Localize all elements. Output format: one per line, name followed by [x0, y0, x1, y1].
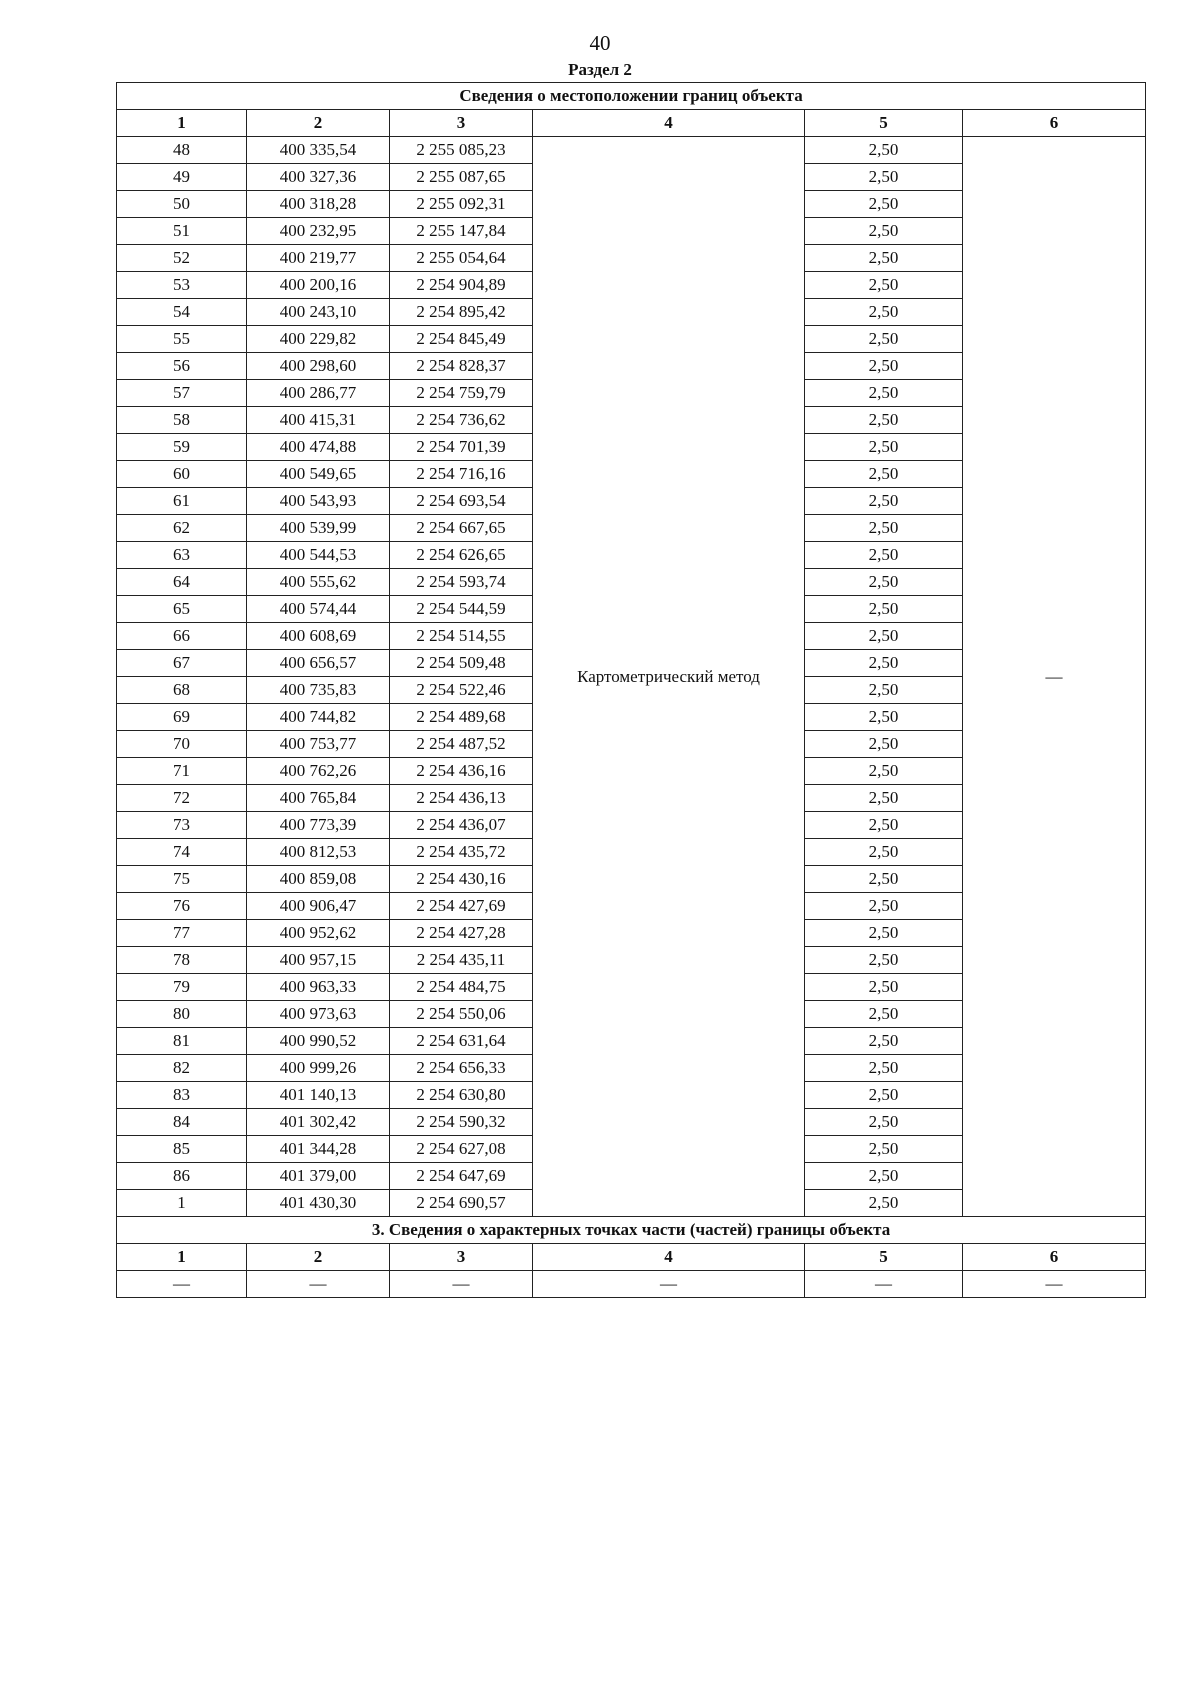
method-cell: Картометрический метод [533, 137, 805, 1217]
page-number: 40 [589, 31, 611, 55]
point-number-cell: 53 [117, 272, 247, 299]
accuracy-cell: 2,50 [805, 1190, 963, 1217]
point-number-cell: 64 [117, 569, 247, 596]
y-coordinate-cell: 2 254 627,08 [390, 1136, 533, 1163]
point-number-cell: 50 [117, 191, 247, 218]
table-caption: Сведения о местоположении границ объекта [117, 83, 1146, 110]
part-empty-cell-6: — [963, 1271, 1146, 1298]
y-coordinate-cell: 2 254 667,65 [390, 515, 533, 542]
point-number-cell: 57 [117, 380, 247, 407]
x-coordinate-cell: 401 344,28 [247, 1136, 390, 1163]
part-column-header-2: 2 [247, 1244, 390, 1271]
point-number-cell: 66 [117, 623, 247, 650]
x-coordinate-cell: 401 379,00 [247, 1163, 390, 1190]
x-coordinate-cell: 401 302,42 [247, 1109, 390, 1136]
accuracy-cell: 2,50 [805, 731, 963, 758]
point-number-cell: 82 [117, 1055, 247, 1082]
x-coordinate-cell: 400 327,36 [247, 164, 390, 191]
accuracy-cell: 2,50 [805, 488, 963, 515]
y-coordinate-cell: 2 254 550,06 [390, 1001, 533, 1028]
y-coordinate-cell: 2 254 828,37 [390, 353, 533, 380]
y-coordinate-cell: 2 255 147,84 [390, 218, 533, 245]
y-coordinate-cell: 2 254 487,52 [390, 731, 533, 758]
y-coordinate-cell: 2 254 593,74 [390, 569, 533, 596]
accuracy-cell: 2,50 [805, 893, 963, 920]
x-coordinate-cell: 400 298,60 [247, 353, 390, 380]
x-coordinate-cell: 400 335,54 [247, 137, 390, 164]
x-coordinate-cell: 401 140,13 [247, 1082, 390, 1109]
accuracy-cell: 2,50 [805, 542, 963, 569]
y-coordinate-cell: 2 254 626,65 [390, 542, 533, 569]
point-number-cell: 49 [117, 164, 247, 191]
point-number-cell: 76 [117, 893, 247, 920]
y-coordinate-cell: 2 254 701,39 [390, 434, 533, 461]
part-column-header-row [117, 1244, 1146, 1271]
column-header-1: 1 [117, 110, 247, 137]
y-coordinate-cell: 2 254 631,64 [390, 1028, 533, 1055]
y-coordinate-cell: 2 254 895,42 [390, 299, 533, 326]
part-empty-cell-1: — [117, 1271, 247, 1298]
y-coordinate-cell: 2 254 904,89 [390, 272, 533, 299]
accuracy-cell: 2,50 [805, 515, 963, 542]
point-number-cell: 77 [117, 920, 247, 947]
accuracy-cell: 2,50 [805, 164, 963, 191]
part-section-caption: 3. Сведения о характерных точках части (частей) границы объекта [117, 1217, 1146, 1244]
accuracy-cell: 2,50 [805, 1136, 963, 1163]
x-coordinate-cell: 400 999,26 [247, 1055, 390, 1082]
point-number-cell: 1 [117, 1190, 247, 1217]
part-column-header-4: 4 [533, 1244, 805, 1271]
accuracy-cell: 2,50 [805, 407, 963, 434]
point-number-cell: 67 [117, 650, 247, 677]
y-coordinate-cell: 2 254 716,16 [390, 461, 533, 488]
y-coordinate-cell: 2 254 759,79 [390, 380, 533, 407]
y-coordinate-cell: 2 254 590,32 [390, 1109, 533, 1136]
point-number-cell: 61 [117, 488, 247, 515]
y-coordinate-cell: 2 254 427,28 [390, 920, 533, 947]
accuracy-cell: 2,50 [805, 704, 963, 731]
x-coordinate-cell: 400 762,26 [247, 758, 390, 785]
y-coordinate-cell: 2 254 436,07 [390, 812, 533, 839]
point-number-cell: 62 [117, 515, 247, 542]
x-coordinate-cell: 400 990,52 [247, 1028, 390, 1055]
table-row [117, 137, 1146, 164]
accuracy-cell: 2,50 [805, 1082, 963, 1109]
accuracy-cell: 2,50 [805, 380, 963, 407]
point-number-cell: 75 [117, 866, 247, 893]
y-coordinate-cell: 2 254 656,33 [390, 1055, 533, 1082]
point-number-cell: 51 [117, 218, 247, 245]
x-coordinate-cell: 400 243,10 [247, 299, 390, 326]
y-coordinate-cell: 2 254 514,55 [390, 623, 533, 650]
y-coordinate-cell: 2 254 509,48 [390, 650, 533, 677]
point-number-cell: 80 [117, 1001, 247, 1028]
y-coordinate-cell: 2 254 489,68 [390, 704, 533, 731]
accuracy-cell: 2,50 [805, 218, 963, 245]
point-number-cell: 79 [117, 974, 247, 1001]
x-coordinate-cell: 400 200,16 [247, 272, 390, 299]
point-number-cell: 86 [117, 1163, 247, 1190]
y-coordinate-cell: 2 254 435,11 [390, 947, 533, 974]
y-coordinate-cell: 2 254 484,75 [390, 974, 533, 1001]
accuracy-cell: 2,50 [805, 326, 963, 353]
column-header-6: 6 [963, 110, 1146, 137]
x-coordinate-cell: 400 543,93 [247, 488, 390, 515]
column-header-5: 5 [805, 110, 963, 137]
part-empty-cell-4: — [533, 1271, 805, 1298]
point-number-cell: 83 [117, 1082, 247, 1109]
accuracy-cell: 2,50 [805, 137, 963, 164]
section-title: Раздел 2 [568, 60, 632, 79]
accuracy-cell: 2,50 [805, 596, 963, 623]
x-coordinate-cell: 400 656,57 [247, 650, 390, 677]
x-coordinate-cell: 400 753,77 [247, 731, 390, 758]
point-number-cell: 65 [117, 596, 247, 623]
x-coordinate-cell: 400 318,28 [247, 191, 390, 218]
accuracy-cell: 2,50 [805, 272, 963, 299]
accuracy-cell: 2,50 [805, 299, 963, 326]
x-coordinate-cell: 400 744,82 [247, 704, 390, 731]
point-number-cell: 63 [117, 542, 247, 569]
part-column-header-5: 5 [805, 1244, 963, 1271]
part-section-caption-row [117, 1217, 1146, 1244]
point-number-cell: 74 [117, 839, 247, 866]
y-coordinate-cell: 2 254 647,69 [390, 1163, 533, 1190]
x-coordinate-cell: 400 906,47 [247, 893, 390, 920]
point-number-cell: 78 [117, 947, 247, 974]
x-coordinate-cell: 400 952,62 [247, 920, 390, 947]
accuracy-cell: 2,50 [805, 245, 963, 272]
point-number-cell: 54 [117, 299, 247, 326]
y-coordinate-cell: 2 255 085,23 [390, 137, 533, 164]
accuracy-cell: 2,50 [805, 434, 963, 461]
part-column-header-6: 6 [963, 1244, 1146, 1271]
part-empty-cell-5: — [805, 1271, 963, 1298]
accuracy-cell: 2,50 [805, 758, 963, 785]
table-caption-row [117, 83, 1146, 110]
accuracy-cell: 2,50 [805, 677, 963, 704]
y-coordinate-cell: 2 254 436,13 [390, 785, 533, 812]
x-coordinate-cell: 400 229,82 [247, 326, 390, 353]
point-number-cell: 60 [117, 461, 247, 488]
accuracy-cell: 2,50 [805, 1163, 963, 1190]
part-empty-row [117, 1271, 1146, 1298]
point-number-cell: 70 [117, 731, 247, 758]
boundary-table-body [117, 83, 1146, 1298]
accuracy-cell: 2,50 [805, 1001, 963, 1028]
part-column-header-1: 1 [117, 1244, 247, 1271]
accuracy-cell: 2,50 [805, 650, 963, 677]
accuracy-cell: 2,50 [805, 191, 963, 218]
boundary-table [116, 82, 1146, 1298]
x-coordinate-cell: 400 232,95 [247, 218, 390, 245]
y-coordinate-cell: 2 254 630,80 [390, 1082, 533, 1109]
x-coordinate-cell: 400 608,69 [247, 623, 390, 650]
point-number-cell: 59 [117, 434, 247, 461]
x-coordinate-cell: 400 219,77 [247, 245, 390, 272]
x-coordinate-cell: 400 286,77 [247, 380, 390, 407]
column-header-row [117, 110, 1146, 137]
point-number-cell: 56 [117, 353, 247, 380]
part-column-header-3: 3 [390, 1244, 533, 1271]
x-coordinate-cell: 400 544,53 [247, 542, 390, 569]
point-number-cell: 58 [117, 407, 247, 434]
point-number-cell: 81 [117, 1028, 247, 1055]
accuracy-cell: 2,50 [805, 1109, 963, 1136]
point-number-cell: 84 [117, 1109, 247, 1136]
accuracy-cell: 2,50 [805, 353, 963, 380]
y-coordinate-cell: 2 254 427,69 [390, 893, 533, 920]
y-coordinate-cell: 2 255 054,64 [390, 245, 533, 272]
accuracy-cell: 2,50 [805, 839, 963, 866]
x-coordinate-cell: 400 735,83 [247, 677, 390, 704]
x-coordinate-cell: 400 549,65 [247, 461, 390, 488]
point-number-cell: 71 [117, 758, 247, 785]
accuracy-cell: 2,50 [805, 1028, 963, 1055]
column-header-2: 2 [247, 110, 390, 137]
accuracy-cell: 2,50 [805, 785, 963, 812]
accuracy-cell: 2,50 [805, 461, 963, 488]
point-number-cell: 68 [117, 677, 247, 704]
y-coordinate-cell: 2 254 544,59 [390, 596, 533, 623]
y-coordinate-cell: 2 254 693,54 [390, 488, 533, 515]
y-coordinate-cell: 2 254 430,16 [390, 866, 533, 893]
x-coordinate-cell: 400 973,63 [247, 1001, 390, 1028]
x-coordinate-cell: 400 415,31 [247, 407, 390, 434]
point-number-cell: 48 [117, 137, 247, 164]
y-coordinate-cell: 2 254 845,49 [390, 326, 533, 353]
y-coordinate-cell: 2 254 522,46 [390, 677, 533, 704]
y-coordinate-cell: 2 254 690,57 [390, 1190, 533, 1217]
accuracy-cell: 2,50 [805, 623, 963, 650]
y-coordinate-cell: 2 254 736,62 [390, 407, 533, 434]
x-coordinate-cell: 400 555,62 [247, 569, 390, 596]
column-header-3: 3 [390, 110, 533, 137]
x-coordinate-cell: 401 430,30 [247, 1190, 390, 1217]
column6-value-cell: — [963, 137, 1146, 1217]
accuracy-cell: 2,50 [805, 569, 963, 596]
x-coordinate-cell: 400 963,33 [247, 974, 390, 1001]
point-number-cell: 85 [117, 1136, 247, 1163]
x-coordinate-cell: 400 812,53 [247, 839, 390, 866]
y-coordinate-cell: 2 254 435,72 [390, 839, 533, 866]
x-coordinate-cell: 400 859,08 [247, 866, 390, 893]
point-number-cell: 69 [117, 704, 247, 731]
point-number-cell: 72 [117, 785, 247, 812]
point-number-cell: 73 [117, 812, 247, 839]
y-coordinate-cell: 2 254 436,16 [390, 758, 533, 785]
x-coordinate-cell: 400 773,39 [247, 812, 390, 839]
column-header-4: 4 [533, 110, 805, 137]
accuracy-cell: 2,50 [805, 1055, 963, 1082]
accuracy-cell: 2,50 [805, 974, 963, 1001]
accuracy-cell: 2,50 [805, 920, 963, 947]
accuracy-cell: 2,50 [805, 866, 963, 893]
y-coordinate-cell: 2 255 092,31 [390, 191, 533, 218]
x-coordinate-cell: 400 574,44 [247, 596, 390, 623]
x-coordinate-cell: 400 957,15 [247, 947, 390, 974]
accuracy-cell: 2,50 [805, 947, 963, 974]
x-coordinate-cell: 400 474,88 [247, 434, 390, 461]
part-empty-cell-3: — [390, 1271, 533, 1298]
y-coordinate-cell: 2 255 087,65 [390, 164, 533, 191]
part-empty-cell-2: — [247, 1271, 390, 1298]
x-coordinate-cell: 400 765,84 [247, 785, 390, 812]
point-number-cell: 55 [117, 326, 247, 353]
accuracy-cell: 2,50 [805, 812, 963, 839]
x-coordinate-cell: 400 539,99 [247, 515, 390, 542]
point-number-cell: 52 [117, 245, 247, 272]
